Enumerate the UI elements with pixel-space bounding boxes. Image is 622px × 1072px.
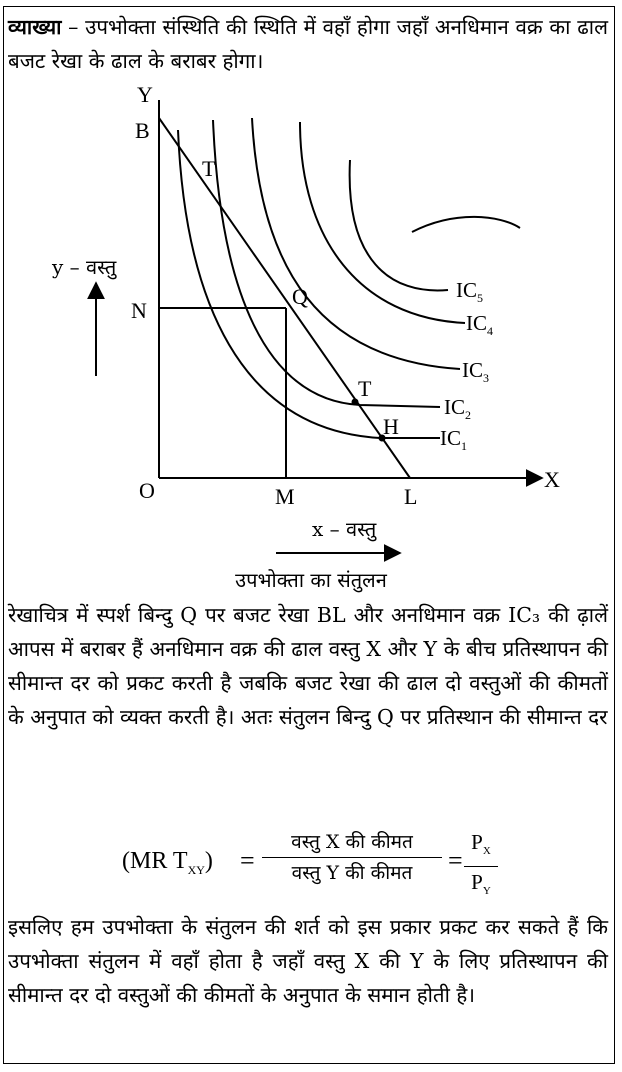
diagram-caption: उपभोक्ता का संतुलन [235,568,387,592]
point-q-label: Q [292,284,308,309]
budget-line-bl [159,118,410,478]
axis-x-label: X [544,467,560,492]
point-b-label: B [135,118,150,143]
fraction-numerator: वस्तु X की कीमत [291,831,413,853]
curve-ic4 [300,122,465,323]
px-py-bar [464,866,498,867]
intro-dash: – [61,15,86,39]
formula-equals-1: = [240,846,255,875]
px-term: $P_X$ [471,830,491,858]
point-n-label: N [131,298,147,323]
axis-y-label: Y [137,82,153,107]
point-m-label: M [275,484,295,509]
formula-lhs: (MR $T_{XY}$) [122,848,213,877]
explanation-paragraph: रेखाचित्र में स्पर्श बिन्दु Q पर बजट रेखा BL और अनधिमान वक्र IC₃ की ढ़ालें आपस में बराबर हैं अनधिमान वक्र की ढाल वस्तु X और Y के बीच प्रतिस्थापन की सीमान्त दर को प्रकट करती है जबकि बजट रेखा की ढाल दो वस्तुओं की कीमतों के अनुपात को व्यक्त करती है। अतः संतुलन बिन्दु Q पर प्रतिस्थान की सीमान्त दर [8,603,608,729]
py-term: $P_Y$ [471,870,491,898]
ic1-label: $IC_1$ [440,426,467,453]
fraction-bar [262,857,442,858]
ic5-label: $IC_5$ [456,278,483,305]
origin-label: O [139,478,155,503]
intro-label: व्याख्या [8,15,62,39]
ic2-label: $IC_2$ [444,395,471,422]
conclusion-paragraph: इसलिए हम उपभोक्ता के संतुलन की शर्त को इस प्रकार प्रकट कर सकते हैं कि उपभोक्ता संतुलन में वहाँ होता है जहाँ वस्तु X की Y के लिए प्रतिस्थापन की सीमान्त दर दो वस्तुओं की कीमतों के अनुपात के समान होती है। [8,915,608,1007]
mrt-formula [122,828,542,898]
point-h-label: H [383,414,399,439]
intro-text: उपभोक्ता संस्थिति की स्थिति में वहाँ होगा जहाँ अनधिमान वक्र का ढाल बजट रेखा के ढाल के बराबर होगा। [8,15,608,73]
point-t-upper-label: T [202,156,216,181]
curve-ic5-arc [350,160,448,290]
x-goods-label: x – वस्तु [312,517,377,541]
price-ratio-fraction [262,828,442,887]
fraction-denominator: वस्तु Y की कीमत [291,862,413,884]
formula-equals-2: = [448,846,463,875]
curve-ic3 [252,118,460,369]
point-l-label: L [404,484,418,509]
curve-ic5 [412,217,520,232]
point-t-lower-label: T [358,376,372,401]
px-py-fraction [464,828,498,905]
curve-ic2 [213,120,440,407]
y-goods-label: y – वस्तु [52,255,117,279]
ic4-label: $IC_4$ [466,311,493,338]
ic3-label: $IC_3$ [462,358,489,385]
